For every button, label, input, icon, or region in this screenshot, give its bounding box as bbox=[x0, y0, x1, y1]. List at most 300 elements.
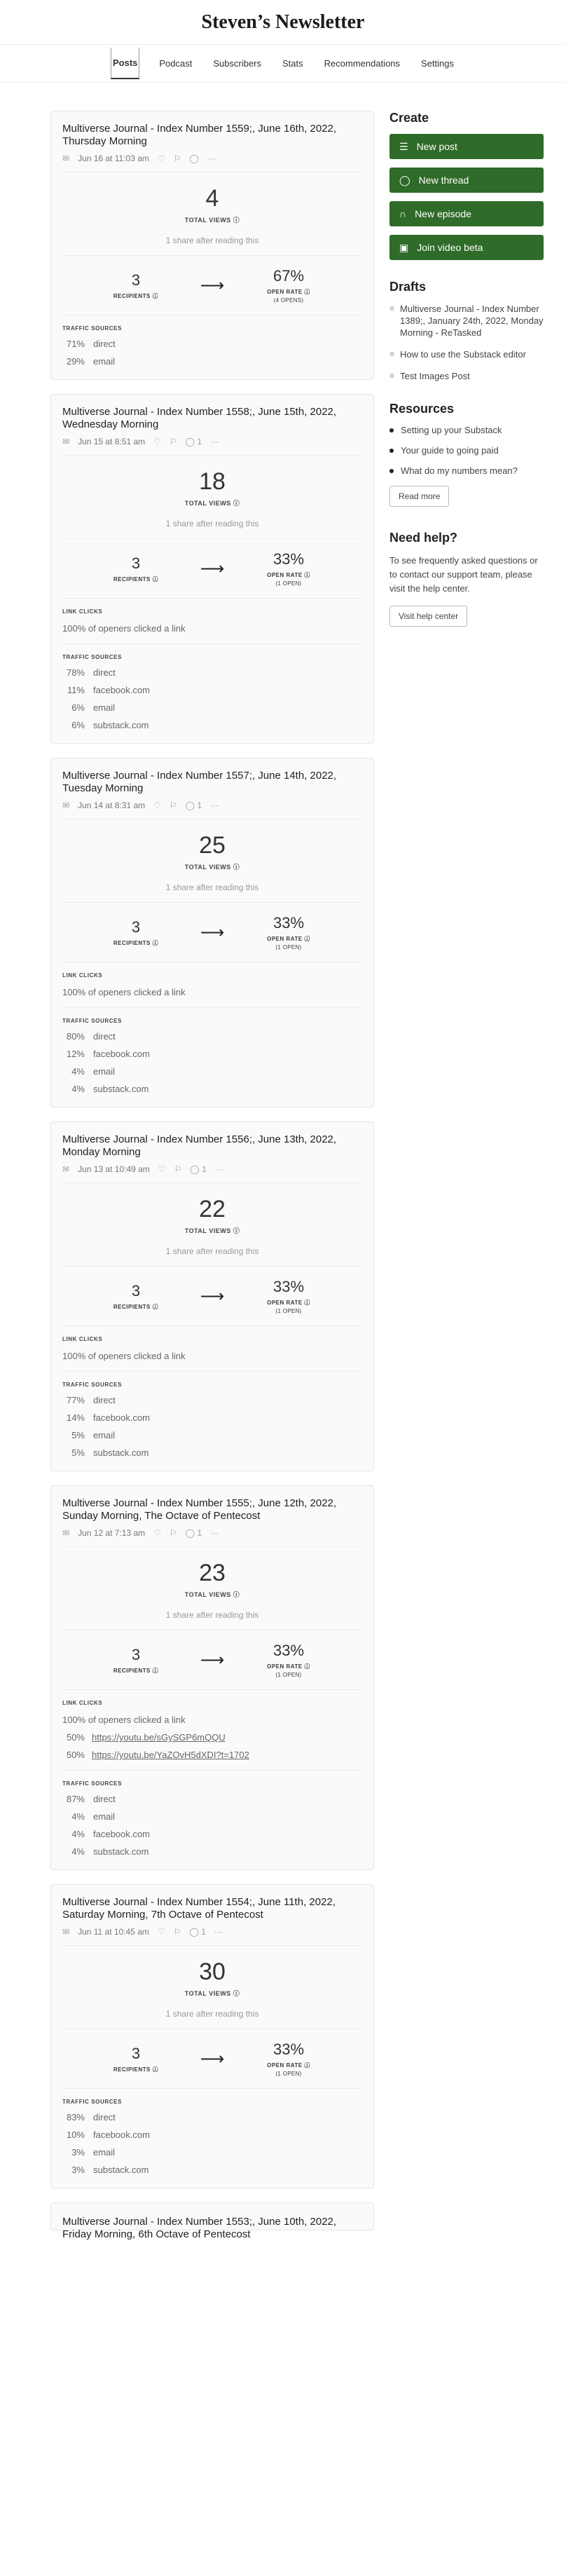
total-views: 25 bbox=[199, 832, 226, 859]
comment-count: 1 bbox=[201, 1927, 206, 1937]
total-views: 22 bbox=[199, 1196, 226, 1222]
post-meta bbox=[62, 1164, 362, 1174]
source-pct: 5% bbox=[71, 1447, 85, 1458]
open-rate-label-text: OPEN RATE bbox=[267, 572, 303, 578]
traffic-sources-list bbox=[62, 1794, 362, 1857]
traffic-source-row bbox=[62, 1794, 362, 1804]
info-icon[interactable]: ⓘ bbox=[230, 217, 240, 224]
traffic-source-row bbox=[62, 1811, 362, 1822]
open-rate-col bbox=[250, 550, 327, 587]
share-text: 1 share after reading this bbox=[62, 1246, 362, 1267]
source-name: email bbox=[93, 1811, 116, 1822]
source-pct: 3% bbox=[71, 2165, 85, 2175]
clicks-summary: 100% of openers clicked a link bbox=[62, 987, 186, 997]
recipients-count: 3 bbox=[131, 271, 141, 289]
opens-count: (4 OPENS) bbox=[273, 297, 304, 304]
opens-count: (1 OPEN) bbox=[275, 580, 302, 587]
comment-icon[interactable]: ◯ 1 bbox=[185, 1528, 202, 1538]
open-rate-label bbox=[250, 288, 327, 296]
info-icon[interactable]: ⓘ bbox=[150, 939, 159, 946]
recipients-label-text: RECIPIENTS bbox=[113, 939, 151, 946]
post-feed bbox=[50, 111, 374, 2240]
source-name: substack.com bbox=[93, 1084, 149, 1094]
open-rate: 33% bbox=[272, 914, 305, 932]
post-card bbox=[50, 394, 374, 744]
funnel bbox=[62, 256, 362, 315]
traffic-source-row bbox=[62, 1084, 362, 1094]
info-icon[interactable]: ⓘ bbox=[302, 289, 310, 295]
link-pct: 50% bbox=[66, 1732, 85, 1743]
create-heading: Create bbox=[389, 111, 429, 125]
source-name: facebook.com bbox=[93, 1412, 150, 1423]
source-pct: 10% bbox=[66, 2129, 85, 2140]
traffic-sources-heading: TRAFFIC SOURCES bbox=[62, 1018, 122, 1024]
email-icon: ✉ bbox=[62, 1528, 70, 1538]
document-icon: ≡ bbox=[389, 371, 395, 381]
source-pct: 87% bbox=[66, 1794, 85, 1804]
open-rate-label bbox=[250, 571, 327, 579]
views-label bbox=[62, 215, 362, 224]
traffic-source-row bbox=[62, 720, 362, 730]
link-pct: 50% bbox=[66, 1750, 85, 1760]
views-label bbox=[62, 862, 362, 871]
source-name: direct bbox=[93, 667, 116, 678]
source-name: email bbox=[93, 2147, 116, 2158]
views-block bbox=[62, 819, 362, 903]
post-card bbox=[50, 111, 374, 380]
link-clicks-text bbox=[62, 1351, 362, 1372]
open-rate-label-text: OPEN RATE bbox=[267, 2062, 303, 2069]
recipients-col bbox=[97, 2045, 174, 2073]
new-thread-button[interactable]: ◯ New thread bbox=[389, 168, 544, 193]
source-name: direct bbox=[93, 339, 116, 349]
bookmark-icon[interactable]: ⚐ bbox=[169, 800, 177, 810]
post-meta bbox=[62, 154, 362, 163]
post-meta bbox=[62, 1927, 362, 1937]
source-pct: 5% bbox=[71, 1430, 85, 1440]
views-label-text: TOTAL VIEWS bbox=[184, 864, 231, 871]
recipients-count: 3 bbox=[131, 554, 141, 572]
source-pct: 78% bbox=[66, 667, 85, 678]
post-title[interactable]: Multiverse Journal - Index Number 1559;, June 16th, 2022, Thursday Morning bbox=[62, 123, 337, 147]
views-block bbox=[62, 172, 362, 256]
recipients-count: 3 bbox=[131, 1645, 141, 1663]
bookmark-icon[interactable]: ⚐ bbox=[174, 1164, 182, 1174]
recipients-label-text: RECIPIENTS bbox=[113, 292, 151, 299]
post-date: Jun 15 at 8:51 am bbox=[78, 437, 146, 447]
views-label-text: TOTAL VIEWS bbox=[184, 1227, 231, 1234]
open-rate-label-text: OPEN RATE bbox=[267, 1663, 303, 1670]
clicks-summary: 100% of openers clicked a link bbox=[62, 1715, 186, 1725]
traffic-sources-list bbox=[62, 1395, 362, 1458]
tab-posts[interactable]: Posts bbox=[111, 48, 139, 79]
info-icon[interactable]: ⓘ bbox=[150, 1303, 159, 1310]
share-text: 1 share after reading this bbox=[62, 882, 362, 903]
recipients-col bbox=[97, 1646, 174, 1675]
total-views: 30 bbox=[199, 1958, 226, 1985]
info-icon[interactable]: ⓘ bbox=[150, 1667, 159, 1674]
draft-item[interactable]: ≡ Multiverse Journal - Index Number 1389;, January 24th, 2022, Monday Morning - ReTasked bbox=[389, 304, 544, 338]
total-views: 18 bbox=[199, 468, 226, 495]
source-name: facebook.com bbox=[93, 685, 150, 695]
bookmark-icon[interactable]: ⚐ bbox=[169, 437, 177, 447]
open-rate-col bbox=[250, 1642, 327, 1678]
more-icon[interactable]: ··· bbox=[214, 1927, 223, 1937]
open-rate-col bbox=[250, 1278, 327, 1314]
arrow-icon: ⟶ bbox=[200, 559, 225, 578]
traffic-source-row bbox=[62, 1395, 362, 1405]
source-pct: 77% bbox=[66, 1395, 85, 1405]
traffic-source-row bbox=[62, 339, 362, 349]
open-rate-col bbox=[250, 267, 327, 304]
info-icon[interactable]: ⓘ bbox=[150, 292, 159, 299]
traffic-source-row bbox=[62, 1031, 362, 1042]
comment-count: 1 bbox=[197, 437, 202, 447]
source-name: email bbox=[93, 1430, 116, 1440]
traffic-sources-heading: TRAFFIC SOURCES bbox=[62, 2099, 122, 2105]
post-title[interactable]: Multiverse Journal - Index Number 1558;, June 15th, 2022, Wednesday Morning bbox=[62, 406, 337, 430]
opens-count: (1 OPEN) bbox=[275, 2071, 302, 2077]
source-name: substack.com bbox=[93, 2165, 149, 2175]
views-block bbox=[62, 1546, 362, 1630]
traffic-source-row bbox=[62, 667, 362, 678]
site-title[interactable]: Steven’s Newsletter bbox=[201, 11, 365, 33]
opens-count: (1 OPEN) bbox=[275, 1308, 302, 1314]
info-icon[interactable]: ⓘ bbox=[302, 936, 310, 942]
email-icon: ✉ bbox=[62, 1927, 70, 1937]
recipients-label-text: RECIPIENTS bbox=[113, 1303, 151, 1310]
new-post-button[interactable]: ☰ New post bbox=[389, 134, 544, 159]
open-rate-label-text: OPEN RATE bbox=[267, 936, 303, 942]
post-title[interactable]: Multiverse Journal - Index Number 1557;, June 14th, 2022, Tuesday Morning bbox=[62, 770, 337, 794]
source-pct: 11% bbox=[67, 685, 85, 695]
more-icon[interactable]: ··· bbox=[210, 437, 219, 447]
source-pct: 14% bbox=[66, 1412, 85, 1423]
traffic-sources-heading: TRAFFIC SOURCES bbox=[62, 654, 122, 660]
open-rate: 67% bbox=[272, 267, 305, 285]
views-label bbox=[62, 1989, 362, 1998]
info-icon[interactable]: ⓘ bbox=[230, 500, 240, 507]
resources-heading: Resources bbox=[389, 402, 455, 416]
traffic-source-row bbox=[62, 2165, 362, 2175]
drafts-heading: Drafts bbox=[389, 280, 427, 294]
traffic-source-row bbox=[62, 1066, 362, 1077]
info-icon[interactable]: ⓘ bbox=[302, 2062, 310, 2069]
post-date: Jun 16 at 11:03 am bbox=[78, 154, 149, 163]
recipients-col bbox=[97, 918, 174, 947]
source-pct: 29% bbox=[66, 356, 85, 367]
recipients-label bbox=[97, 1303, 174, 1311]
traffic-source-row bbox=[62, 1412, 362, 1423]
more-icon[interactable]: ··· bbox=[210, 1528, 219, 1538]
source-pct: 4% bbox=[71, 1084, 85, 1094]
funnel bbox=[62, 539, 362, 599]
bullet-icon bbox=[389, 469, 394, 473]
link-clicks-heading: LINK CLICKS bbox=[62, 1700, 103, 1706]
views-label-text: TOTAL VIEWS bbox=[184, 1990, 231, 1997]
comment-count: 1 bbox=[197, 800, 202, 810]
source-pct: 4% bbox=[71, 1066, 85, 1077]
recipients-col bbox=[97, 554, 174, 583]
link-row bbox=[62, 1750, 362, 1760]
comment-icon[interactable]: ◯ 1 bbox=[190, 1164, 207, 1174]
resource-item[interactable]: Setting up your Substack bbox=[389, 425, 544, 435]
comment-count: 1 bbox=[202, 1164, 207, 1174]
source-name: direct bbox=[93, 1395, 116, 1405]
recipients-label bbox=[97, 292, 174, 300]
source-pct: 3% bbox=[71, 2147, 85, 2158]
post-date: Jun 13 at 10:49 am bbox=[78, 1164, 150, 1174]
traffic-source-row bbox=[62, 1430, 362, 1440]
post-card-partial bbox=[50, 2202, 374, 2240]
info-icon[interactable]: ⓘ bbox=[302, 1300, 310, 1306]
source-pct: 4% bbox=[71, 1811, 85, 1822]
comment-count: 1 bbox=[197, 1528, 202, 1538]
views-block bbox=[62, 455, 362, 539]
bookmark-icon[interactable]: ⚐ bbox=[173, 154, 181, 163]
post-date: Jun 12 at 7:13 am bbox=[78, 1528, 146, 1538]
tab-stats[interactable]: Stats bbox=[282, 58, 303, 69]
source-pct: 6% bbox=[71, 720, 85, 730]
post-title[interactable]: Multiverse Journal - Index Number 1556;, June 13th, 2022, Monday Morning bbox=[62, 1133, 337, 1158]
source-name: substack.com bbox=[93, 1846, 149, 1857]
recipients-col bbox=[97, 1282, 174, 1311]
traffic-source-row bbox=[62, 2147, 362, 2158]
traffic-sources-list bbox=[62, 1031, 362, 1094]
bullet-icon bbox=[389, 428, 394, 432]
recipients-label-text: RECIPIENTS bbox=[113, 2066, 151, 2073]
email-icon: ✉ bbox=[62, 154, 70, 163]
views-label bbox=[62, 498, 362, 507]
help-heading: Need help? bbox=[389, 531, 458, 545]
link-url[interactable]: https://youtu.be/sGySGP6mQQU bbox=[92, 1732, 226, 1743]
source-pct: 4% bbox=[71, 1829, 85, 1839]
open-rate: 33% bbox=[272, 550, 305, 568]
traffic-sources-list bbox=[62, 667, 362, 730]
source-name: email bbox=[93, 356, 116, 367]
bullet-icon bbox=[389, 449, 394, 453]
traffic-source-row bbox=[62, 1829, 362, 1839]
funnel bbox=[62, 903, 362, 962]
traffic-sources-heading: TRAFFIC SOURCES bbox=[62, 1382, 122, 1388]
info-icon[interactable]: ⓘ bbox=[230, 1591, 240, 1598]
post-card bbox=[50, 758, 374, 1108]
source-pct: 6% bbox=[71, 702, 85, 713]
source-name: email bbox=[93, 702, 116, 713]
post-card bbox=[50, 1122, 374, 1471]
post-meta bbox=[62, 437, 362, 447]
link-row bbox=[62, 1732, 362, 1743]
arrow-icon: ⟶ bbox=[200, 922, 225, 942]
document-icon: ≡ bbox=[389, 304, 395, 313]
comment-icon[interactable]: ◯ 1 bbox=[189, 1927, 206, 1937]
email-icon: ✉ bbox=[62, 437, 70, 447]
source-name: direct bbox=[93, 1031, 116, 1042]
document-icon: ≡ bbox=[389, 349, 395, 359]
post-card bbox=[50, 1485, 374, 1870]
open-rate-col bbox=[250, 914, 327, 950]
opens-count: (1 OPEN) bbox=[275, 1672, 302, 1678]
post-date: Jun 14 at 8:31 am bbox=[78, 800, 146, 810]
post-date: Jun 11 at 10:45 am bbox=[78, 1927, 149, 1937]
traffic-source-row bbox=[62, 2112, 362, 2122]
post-title[interactable]: Multiverse Journal - Index Number 1554;, June 11th, 2022, Saturday Morning, 7th Octave of Pentecost bbox=[62, 1896, 336, 1921]
open-rate-label-text: OPEN RATE bbox=[267, 289, 303, 295]
sidebar bbox=[389, 111, 544, 2230]
info-icon[interactable]: ⓘ bbox=[230, 1227, 240, 1234]
post-title[interactable]: Multiverse Journal - Index Number 1553;, June 10th, 2022, Friday Morning, 6th Octave of Pentecost bbox=[62, 2216, 337, 2240]
lines-icon: ☰ bbox=[399, 140, 408, 152]
views-block bbox=[62, 1945, 362, 2029]
traffic-source-row bbox=[62, 1049, 362, 1059]
read-more-button[interactable]: Read more bbox=[389, 486, 449, 507]
heart-icon[interactable]: ♡ bbox=[157, 1927, 165, 1937]
resource-item[interactable]: What do my numbers mean? bbox=[389, 465, 544, 476]
clicks-summary: 100% of openers clicked a link bbox=[62, 1351, 186, 1361]
open-rate-label bbox=[250, 1663, 327, 1670]
open-rate: 33% bbox=[272, 2040, 305, 2058]
traffic-sources-heading: TRAFFIC SOURCES bbox=[62, 1780, 122, 1787]
info-icon[interactable]: ⓘ bbox=[230, 864, 240, 871]
open-rate-col bbox=[250, 2040, 327, 2077]
views-label-text: TOTAL VIEWS bbox=[184, 217, 231, 224]
tab-podcast[interactable]: Podcast bbox=[159, 58, 193, 69]
top-nav bbox=[0, 45, 566, 83]
recipients-label bbox=[97, 575, 174, 583]
traffic-sources-heading: TRAFFIC SOURCES bbox=[62, 325, 122, 332]
traffic-source-row bbox=[62, 356, 362, 367]
total-views: 23 bbox=[199, 1560, 226, 1586]
recipients-label bbox=[97, 1667, 174, 1675]
traffic-source-row bbox=[62, 1846, 362, 1857]
more-icon[interactable]: ··· bbox=[210, 800, 219, 810]
source-name: facebook.com bbox=[93, 1049, 150, 1059]
bookmark-icon[interactable]: ⚐ bbox=[169, 1528, 177, 1538]
heart-icon[interactable]: ♡ bbox=[153, 437, 161, 447]
source-name: facebook.com bbox=[93, 1829, 150, 1839]
share-text: 1 share after reading this bbox=[62, 1610, 362, 1630]
recipients-col bbox=[97, 271, 174, 300]
arrow-icon: ⟶ bbox=[200, 2049, 225, 2069]
info-icon[interactable]: ⓘ bbox=[302, 572, 310, 578]
heart-icon[interactable]: ♡ bbox=[153, 1528, 161, 1538]
traffic-source-row bbox=[62, 685, 362, 695]
views-label bbox=[62, 1590, 362, 1599]
open-rate-label bbox=[250, 1299, 327, 1307]
bookmark-icon[interactable]: ⚐ bbox=[173, 1927, 181, 1937]
email-icon: ✉ bbox=[62, 800, 70, 810]
link-clicks-heading: LINK CLICKS bbox=[62, 1336, 103, 1342]
source-name: substack.com bbox=[93, 720, 149, 730]
source-pct: 12% bbox=[66, 1049, 85, 1059]
open-rate-label bbox=[250, 2062, 327, 2069]
open-rate: 33% bbox=[272, 1278, 305, 1295]
source-name: substack.com bbox=[93, 1447, 149, 1458]
tab-subscribers[interactable]: Subscribers bbox=[213, 58, 262, 69]
help-text: To see frequently asked questions or to contact our support team, please visit the help center. bbox=[389, 555, 538, 594]
recipients-label-text: RECIPIENTS bbox=[113, 1667, 151, 1674]
open-rate-label-text: OPEN RATE bbox=[267, 1300, 303, 1306]
post-card bbox=[50, 1884, 374, 2188]
link-url[interactable]: https://youtu.be/YaZOvH5dXDI?t=1702 bbox=[92, 1750, 249, 1760]
open-rate-label bbox=[250, 935, 327, 943]
site-header bbox=[0, 0, 566, 45]
views-label-text: TOTAL VIEWS bbox=[184, 1591, 231, 1598]
link-clicks-heading: LINK CLICKS bbox=[62, 972, 103, 979]
recipients-label bbox=[97, 2066, 174, 2073]
tab-settings[interactable]: Settings bbox=[421, 58, 455, 69]
total-views: 4 bbox=[205, 185, 219, 212]
recipients-count: 3 bbox=[131, 918, 141, 936]
comment-icon[interactable]: ◯ bbox=[189, 154, 199, 163]
traffic-source-row bbox=[62, 1447, 362, 1458]
info-icon[interactable]: ⓘ bbox=[150, 2066, 159, 2073]
join-video-beta-button[interactable]: ▣ Join video beta bbox=[389, 235, 544, 260]
source-name: direct bbox=[93, 2112, 116, 2122]
new-episode-button[interactable]: ∩ New episode bbox=[389, 201, 544, 226]
tab-recommendations[interactable]: Recommendations bbox=[324, 58, 401, 69]
source-pct: 80% bbox=[66, 1031, 85, 1042]
share-text: 1 share after reading this bbox=[62, 2009, 362, 2029]
heart-icon[interactable]: ♡ bbox=[158, 1164, 166, 1174]
share-text: 1 share after reading this bbox=[62, 236, 362, 256]
info-icon[interactable]: ⓘ bbox=[150, 575, 159, 582]
post-meta bbox=[62, 800, 362, 810]
views-label-text: TOTAL VIEWS bbox=[184, 500, 231, 507]
views-label bbox=[62, 1226, 362, 1235]
source-pct: 71% bbox=[66, 339, 85, 349]
traffic-sources-list bbox=[62, 339, 362, 367]
post-title[interactable]: Multiverse Journal - Index Number 1555;, June 12th, 2022, Sunday Morning, The Octave of Pentecost bbox=[62, 1497, 337, 1522]
traffic-source-row bbox=[62, 2129, 362, 2140]
post-meta bbox=[62, 1528, 362, 1538]
link-clicks-text bbox=[62, 987, 362, 1008]
draft-item[interactable]: ≡ Test Images Post bbox=[389, 371, 470, 381]
arrow-icon: ⟶ bbox=[200, 275, 225, 295]
video-icon: ▣ bbox=[399, 241, 409, 253]
funnel bbox=[62, 2029, 362, 2089]
draft-item[interactable]: ≡ How to use the Substack editor bbox=[389, 349, 526, 360]
recipients-count: 3 bbox=[131, 1281, 141, 1300]
arrow-icon: ⟶ bbox=[200, 1286, 225, 1306]
opens-count: (1 OPEN) bbox=[275, 944, 302, 950]
traffic-source-row bbox=[62, 702, 362, 713]
link-clicks-heading: LINK CLICKS bbox=[62, 608, 103, 615]
heart-icon[interactable]: ♡ bbox=[153, 800, 161, 810]
info-icon[interactable]: ⓘ bbox=[302, 1663, 310, 1670]
views-block bbox=[62, 1183, 362, 1267]
more-icon[interactable]: ··· bbox=[214, 1164, 223, 1174]
comment-icon[interactable]: ◯ 1 bbox=[185, 800, 202, 810]
headphones-icon: ∩ bbox=[399, 208, 407, 219]
more-icon[interactable]: ··· bbox=[207, 154, 216, 163]
recipients-label-text: RECIPIENTS bbox=[113, 575, 151, 582]
source-pct: 4% bbox=[71, 1846, 85, 1857]
recipients-count: 3 bbox=[131, 2044, 141, 2062]
arrow-icon: ⟶ bbox=[200, 1650, 225, 1670]
open-rate: 33% bbox=[272, 1642, 305, 1659]
info-icon[interactable]: ⓘ bbox=[230, 1990, 240, 1997]
heart-icon[interactable]: ♡ bbox=[157, 154, 165, 163]
visit-help-center-button[interactable]: Visit help center bbox=[389, 606, 467, 627]
source-pct: 83% bbox=[66, 2112, 85, 2122]
resource-item[interactable]: Your guide to going paid bbox=[389, 445, 544, 456]
share-text: 1 share after reading this bbox=[62, 519, 362, 539]
comment-icon[interactable]: ◯ 1 bbox=[185, 437, 202, 447]
source-name: direct bbox=[93, 1794, 116, 1804]
email-icon: ✉ bbox=[62, 1164, 70, 1174]
link-clicks-text bbox=[62, 1715, 362, 1771]
